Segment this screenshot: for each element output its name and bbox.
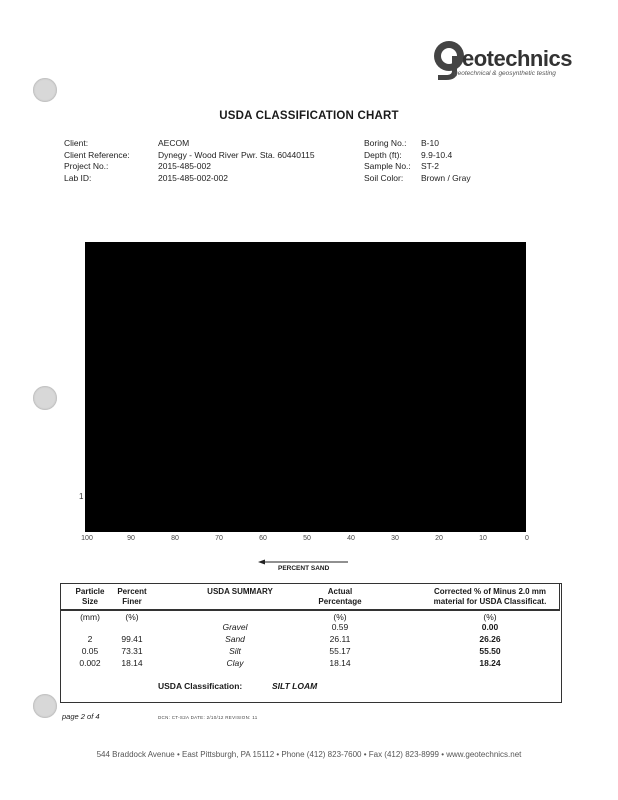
header-usda-summary: USDA SUMMARY — [207, 587, 273, 596]
row-gravel-actual: 0.59 — [331, 622, 349, 632]
row-sand-actual: 26.11 — [329, 634, 351, 644]
unit-percent-finer: (%) — [125, 612, 139, 622]
row-clay-size: 0.002 — [79, 658, 101, 668]
row-silt-actual: 55.17 — [329, 646, 351, 656]
row-silt-name: Silt — [229, 646, 241, 656]
client-reference-label: Client Reference: — [64, 149, 130, 160]
info-right-values — [421, 138, 471, 184]
header-percent-finer: Percent Finer — [117, 587, 147, 606]
geotechnics-logo — [432, 38, 582, 88]
usda-classification-label: USDA Classification: — [158, 681, 243, 691]
row-sand-name: Sand — [225, 634, 245, 644]
boring-no-label: Boring No.: — [364, 138, 407, 148]
binder-hole-top — [33, 78, 57, 102]
company-footer: 544 Braddock Avenue • East Pittsburgh, PA 15112 • Phone (412) 823-7600 • Fax (412) 823-8999 • www.geotechnics.net — [96, 750, 522, 759]
sample-no-label: Sample No.: — [364, 161, 411, 171]
row-sand-corrected: 26.26 — [479, 634, 501, 644]
soil-color-value: Brown / Gray — [421, 172, 471, 183]
logo-wordmark: eotechnics — [462, 46, 572, 71]
lab-id-value: 2015-485-002-002 — [158, 172, 228, 183]
x-tick-label: 80 — [171, 535, 179, 542]
depth-label: Depth (ft): — [364, 149, 402, 160]
document-control-code: DCN: CT-S2A DATE: 2/10/12 REVISION: 11 — [158, 715, 258, 720]
header-corrected: Corrected % of Minus 2.0 mm material for USDA Classificat. — [433, 587, 547, 606]
row-silt-size: 0.05 — [81, 646, 99, 656]
page-number: page 2 of 4 — [62, 712, 100, 721]
row-clay-name: Clay — [226, 658, 244, 668]
x-tick-label: 90 — [127, 535, 135, 542]
row-sand-size: 2 — [87, 634, 93, 644]
header-actual-percentage: Actual Percentage — [318, 587, 362, 606]
info-right-labels — [364, 138, 411, 184]
row-sand-finer: 99.41 — [121, 634, 143, 644]
row-gravel-corrected: 0.00 — [481, 622, 499, 632]
y-axis-label-fragment: 1 — [79, 492, 84, 501]
row-silt-finer: 73.31 — [121, 646, 143, 656]
depth-value: 9.9-10.4 — [421, 149, 453, 160]
x-tick-label: 100 — [81, 535, 93, 542]
info-left-values — [158, 138, 315, 184]
x-tick-label: 20 — [435, 535, 443, 542]
row-clay-finer: 18.14 — [121, 658, 143, 668]
soil-color-label: Soil Color: — [364, 172, 404, 183]
logo-tagline: geotechnical & geosynthetic testing — [454, 70, 556, 77]
binder-hole-middle — [33, 386, 57, 410]
row-clay-corrected: 18.24 — [479, 658, 501, 668]
usda-classification-value: SILT LOAM — [272, 681, 318, 691]
usda-chart-area — [85, 242, 526, 532]
row-silt-corrected: 55.50 — [479, 646, 501, 656]
row-gravel-name: Gravel — [222, 622, 248, 632]
client-reference-value: Dynegy - Wood River Pwr. Sta. 60440115 — [158, 149, 315, 160]
unit-particle-size: (mm) — [80, 612, 100, 622]
page-title: USDA CLASSIFICATION CHART — [219, 110, 399, 122]
x-tick-label: 0 — [525, 535, 529, 542]
client-label: Client: — [64, 138, 89, 148]
x-tick-label: 50 — [303, 535, 311, 542]
info-left-labels — [64, 138, 130, 184]
binder-hole-bottom — [33, 694, 57, 718]
sample-no-value: ST-2 — [421, 161, 439, 171]
x-axis-label: PERCENT SAND — [278, 565, 330, 572]
x-tick-label: 30 — [391, 535, 399, 542]
unit-actual: (%) — [333, 612, 347, 622]
project-no-value: 2015-485-002 — [158, 161, 211, 171]
project-no-label: Project No.: — [64, 161, 109, 171]
unit-corrected: (%) — [483, 612, 497, 622]
x-tick-label: 60 — [259, 535, 267, 542]
client-value: AECOM — [158, 138, 190, 148]
x-tick-label: 10 — [479, 535, 487, 542]
x-tick-label: 40 — [347, 535, 355, 542]
x-tick-label: 70 — [215, 535, 223, 542]
lab-id-label: Lab ID: — [64, 172, 92, 183]
boring-no-value: B-10 — [421, 138, 439, 148]
row-clay-actual: 18.14 — [329, 658, 351, 668]
header-particle-size: Particle Size — [75, 587, 105, 606]
